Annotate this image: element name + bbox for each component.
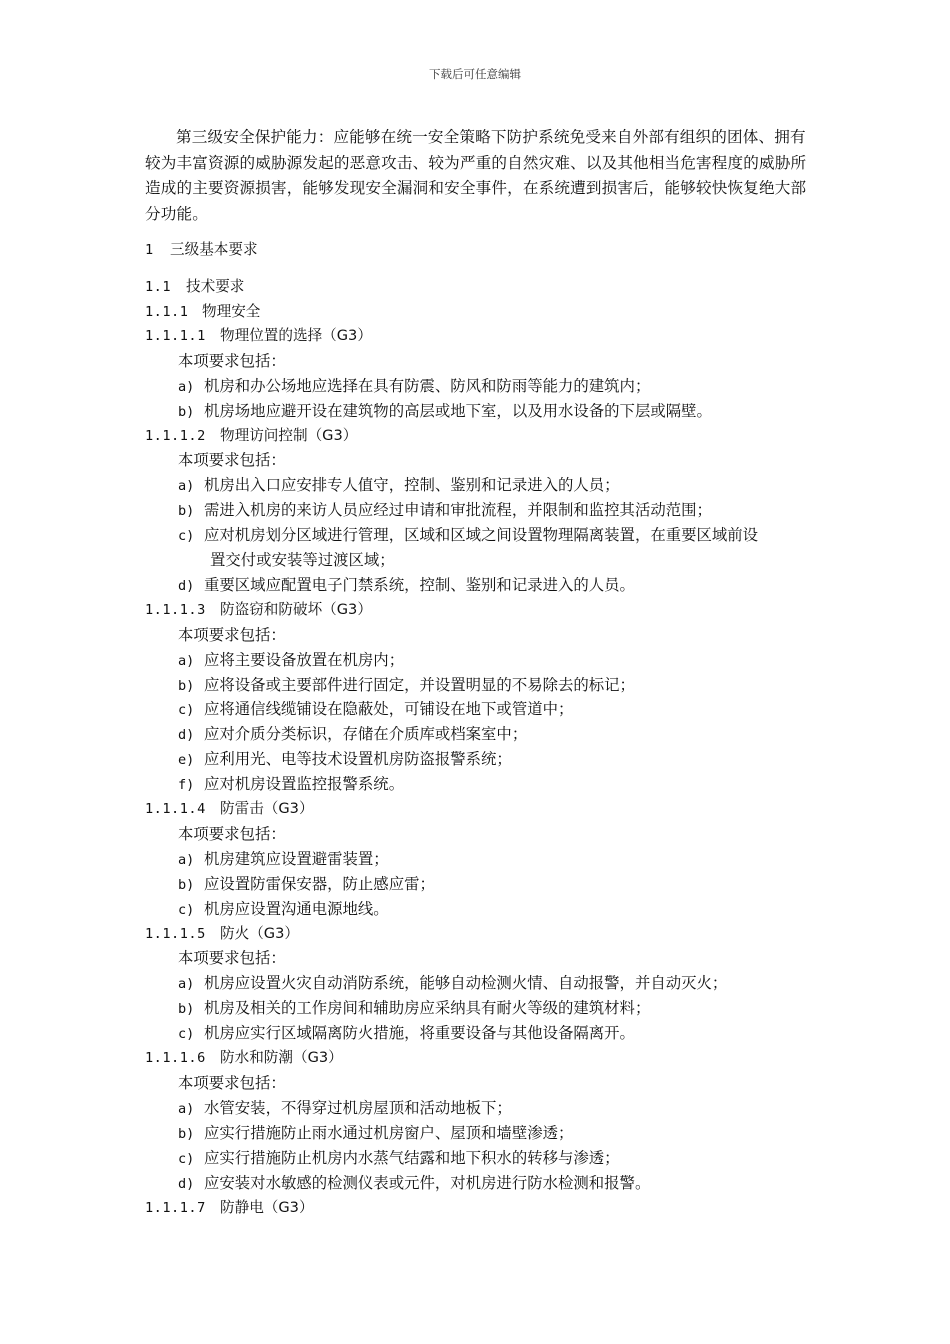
requirement-item [178, 874, 435, 895]
subsection-number: 1.1.1.5 [145, 926, 206, 942]
requirement-item [178, 1123, 573, 1144]
item-label: b) [178, 678, 195, 694]
requirement-item [178, 899, 389, 920]
item-label: b) [178, 1001, 195, 1017]
page-header: 下载后可任意编辑 [429, 67, 521, 81]
requirement-item [178, 973, 727, 994]
requirement-item [178, 724, 527, 745]
intro-paragraph: 第三级安全保护能力：应能够在统一安全策略下防护系统免受来自外部有组织的团体、拥有较为丰富资源的威胁源发起的恶意攻击、较为严重的自然灾难、以及其他相当危害程度的威胁所造成的主要资源损害，能够发现安全漏洞和安全事件，在系统遭到损害后，能够较快恢复绝大部分功能。 [145, 128, 807, 223]
subsection-heading [145, 426, 357, 446]
subsection-heading [145, 799, 314, 819]
subsection-number: 1.1.1.7 [145, 1200, 206, 1216]
item-text: 应利用光、电等技术设置机房防盗报警系统； [204, 750, 512, 768]
section-1-1-heading [145, 277, 244, 297]
requirement-item [178, 650, 404, 671]
subsection-number: 1.1.1.3 [145, 602, 206, 618]
section-number: 1.1 [145, 279, 172, 295]
subsection-heading [145, 326, 372, 346]
item-label: e) [178, 752, 195, 768]
requirement-item [178, 998, 650, 1019]
item-text: 应实行措施防止雨水通过机房窗户、屋顶和墙壁渗透； [204, 1124, 574, 1142]
item-label: d) [178, 1176, 195, 1192]
item-text: 机房应实行区域隔离防火措施，将重要设备与其他设备隔离开。 [204, 1024, 635, 1042]
section-number: 1.1.1 [145, 304, 189, 320]
requirement-intro: 本项要求包括： [178, 949, 286, 967]
requirement-intro: 本项要求包括： [178, 626, 286, 644]
item-label: a) [178, 1101, 195, 1117]
item-text: 机房场地应避开设在建筑物的高层或地下室，以及用水设备的下层或隔壁。 [204, 402, 712, 420]
section-title: 技术要求 [186, 278, 245, 295]
item-text: 重要区域应配置电子门禁系统，控制、鉴别和记录进入的人员。 [204, 576, 635, 594]
item-text: 应将通信线缆铺设在隐蔽处，可铺设在地下或管道中； [204, 700, 574, 718]
requirement-item [178, 1173, 650, 1194]
item-text: 应对介质分类标识，存储在介质库或档案室中； [204, 725, 528, 743]
item-label: c) [178, 1151, 195, 1167]
requirement-item [178, 575, 635, 596]
subsection-heading [145, 1048, 343, 1068]
item-label: b) [178, 877, 195, 893]
subsection-number: 1.1.1.1 [145, 328, 206, 344]
requirement-intro: 本项要求包括： [178, 352, 286, 370]
section-1-1-1-heading [145, 302, 260, 322]
item-label: d) [178, 727, 195, 743]
section-title: 三级基本要求 [170, 241, 258, 258]
item-label: b) [178, 404, 195, 420]
item-label: a) [178, 379, 195, 395]
item-text: 需进入机房的来访人员应经过申请和审批流程，并限制和监控其活动范围； [204, 501, 712, 519]
subsection-title: 物理访问控制（G3） [220, 427, 358, 444]
item-text: 水管安装，不得穿过机房屋顶和活动地板下； [204, 1099, 512, 1117]
item-text: 机房建筑应设置避雷装置； [204, 850, 389, 868]
subsection-heading [145, 600, 372, 620]
requirement-item [178, 1148, 620, 1169]
item-label: c) [178, 1026, 195, 1042]
requirement-item [178, 1023, 635, 1044]
requirement-intro: 本项要求包括： [178, 1074, 286, 1092]
requirement-item [178, 525, 758, 546]
requirement-item [178, 749, 512, 770]
requirement-item [178, 849, 389, 870]
item-text: 应将设备或主要部件进行固定，并设置明显的不易除去的标记； [204, 676, 635, 694]
item-text: 机房应设置火灾自动消防系统，能够自动检测火情、自动报警，并自动灭火； [204, 974, 728, 992]
subsection-title: 防雷击（G3） [220, 800, 314, 817]
item-text: 应实行措施防止机房内水蒸气结露和地下积水的转移与渗透； [204, 1149, 620, 1167]
subsection-number: 1.1.1.6 [145, 1050, 206, 1066]
requirement-intro: 本项要求包括： [178, 825, 286, 843]
item-label: c) [178, 702, 195, 718]
requirement-item [178, 774, 404, 795]
section-title: 物理安全 [202, 303, 261, 320]
subsection-title: 防盗窃和防破坏（G3） [220, 601, 372, 618]
item-text: 机房出入口应安排专人值守，控制、鉴别和记录进入的人员； [204, 476, 620, 494]
subsection-heading [145, 924, 299, 944]
item-text: 应对机房设置监控报警系统。 [204, 775, 405, 793]
item-text: 机房及相关的工作房间和辅助房应采纳具有耐火等级的建筑材料； [204, 999, 651, 1017]
requirement-item [178, 1098, 512, 1119]
requirement-item [178, 699, 573, 720]
item-label: a) [178, 478, 195, 494]
item-text: 应对机房划分区域进行管理，区域和区域之间设置物理隔离装置，在重要区域前设 [204, 526, 759, 544]
subsection-number: 1.1.1.2 [145, 428, 206, 444]
item-label: d) [178, 578, 195, 594]
item-label: c) [178, 528, 195, 544]
subsection-heading [145, 1198, 314, 1218]
item-label: a) [178, 976, 195, 992]
item-label: b) [178, 503, 195, 519]
section-number: 1 [145, 242, 154, 258]
item-text: 机房和办公场地应选择在具有防震、防风和防雨等能力的建筑内； [204, 377, 651, 395]
requirement-item [178, 401, 712, 422]
subsection-title: 防火（G3） [220, 925, 299, 942]
requirement-item-continuation: 置交付或安装等过渡区域； [210, 551, 395, 569]
requirement-intro: 本项要求包括： [178, 451, 286, 469]
item-label: a) [178, 653, 195, 669]
item-label: a) [178, 852, 195, 868]
requirement-item [178, 500, 712, 521]
item-text: 应设置防雷保安器，防止感应雷； [204, 875, 435, 893]
item-text: 应安装对水敏感的检测仪表或元件，对机房进行防水检测和报警。 [204, 1174, 651, 1192]
requirement-item [178, 376, 650, 397]
subsection-title: 防水和防潮（G3） [220, 1049, 343, 1066]
subsection-title: 防静电（G3） [220, 1199, 314, 1216]
item-text: 应将主要设备放置在机房内； [204, 651, 405, 669]
item-label: b) [178, 1126, 195, 1142]
requirement-item [178, 475, 620, 496]
item-text: 机房应设置沟通电源地线。 [204, 900, 389, 918]
item-label: f) [178, 777, 195, 793]
item-label: c) [178, 902, 195, 918]
section-1-heading [145, 240, 258, 260]
subsection-number: 1.1.1.4 [145, 801, 206, 817]
requirement-item [178, 675, 635, 696]
subsection-title: 物理位置的选择（G3） [220, 327, 372, 344]
